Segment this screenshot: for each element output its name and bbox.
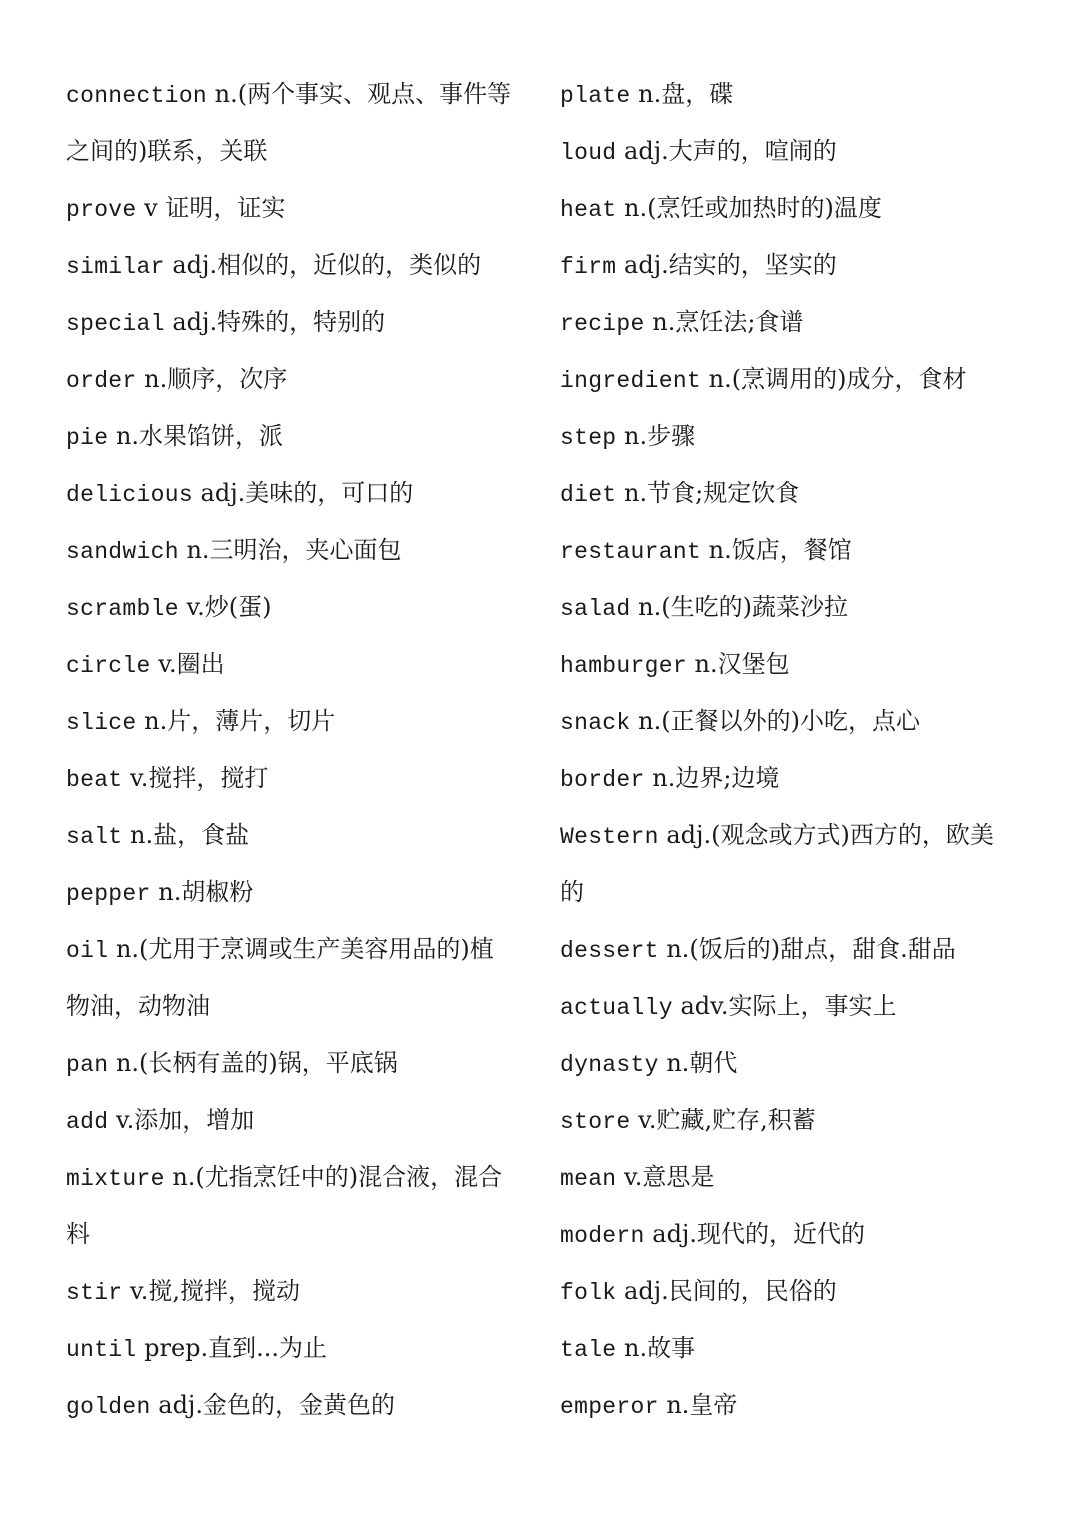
vocab-definition: adj.特殊的，特别的 [164, 308, 386, 336]
vocab-definition: n.节食;规定饮食 [616, 479, 800, 507]
vocab-definition: v.添加，增加 [108, 1106, 255, 1134]
vocab-definition: n.(正餐以外的)小吃，点心 [630, 707, 920, 735]
vocab-line [66, 978, 536, 1035]
vocab-definition: n.盘，碟 [630, 80, 734, 108]
vocab-definition: n.(长柄有盖的)锅，平底锅 [108, 1049, 398, 1077]
vocab-line [560, 1092, 1030, 1149]
vocab-definition: v 证明，证实 [136, 194, 286, 222]
vocab-word: slice [66, 710, 137, 736]
vocab-definition: n.饭店，餐馆 [701, 536, 852, 564]
vocab-definition: adj.美味的，可口的 [192, 479, 414, 507]
vocab-word: emperor [560, 1394, 659, 1420]
vocab-line [66, 1263, 536, 1320]
vocab-word: sandwich [66, 539, 179, 565]
vocab-word: connection [66, 83, 208, 109]
vocab-word: special [66, 311, 165, 337]
vocab-definition: 的 [560, 878, 584, 906]
vocab-line [560, 66, 1030, 123]
vocab-definition: n.汉堡包 [686, 650, 790, 678]
vocab-definition: v.炒(蛋) [178, 593, 272, 621]
vocab-line [560, 807, 1030, 864]
vocab-word: stir [66, 1280, 123, 1306]
vocab-definition: adj.结实的，坚实的 [616, 251, 837, 279]
vocab-line [560, 978, 1030, 1035]
vocab-line [66, 294, 536, 351]
vocab-line [66, 921, 536, 978]
vocab-word: pepper [66, 881, 151, 907]
vocab-line [560, 294, 1030, 351]
vocab-word: diet [560, 482, 617, 508]
vocab-word: beat [66, 767, 123, 793]
vocab-definition: n.故事 [616, 1334, 696, 1362]
vocab-word: plate [560, 83, 631, 109]
vocab-definition: n.盐，食盐 [122, 821, 250, 849]
vocab-line [66, 1206, 536, 1263]
vocab-line [560, 123, 1030, 180]
vocab-line [66, 1320, 536, 1377]
vocab-line [560, 1206, 1030, 1263]
vocab-definition: v.搅拌，搅打 [122, 764, 269, 792]
vocab-word: Western [560, 824, 659, 850]
vocab-line [66, 1092, 536, 1149]
vocab-line [560, 1149, 1030, 1206]
vocabulary-column-right [560, 66, 1030, 1434]
vocab-definition: n.顺序，次序 [136, 365, 288, 393]
vocab-word: add [66, 1109, 109, 1135]
vocab-word: mean [560, 1166, 617, 1192]
vocab-line [66, 237, 536, 294]
vocab-definition: n.三明治，夹心面包 [178, 536, 402, 564]
vocab-line [66, 636, 536, 693]
vocab-line [66, 864, 536, 921]
vocab-definition: n.(尤指烹饪中的)混合液，混合 [164, 1163, 503, 1191]
vocab-line [66, 807, 536, 864]
vocab-word: pan [66, 1052, 109, 1078]
vocab-line [560, 750, 1030, 807]
vocab-line [560, 1035, 1030, 1092]
vocab-word: mixture [66, 1166, 165, 1192]
vocab-definition: 物油，动物油 [66, 992, 210, 1020]
vocab-word: recipe [560, 311, 645, 337]
vocab-word: salad [560, 596, 631, 622]
vocab-definition: adj.民间的，民俗的 [616, 1277, 837, 1305]
vocab-definition: n.边界;边境 [644, 764, 780, 792]
vocab-line [560, 522, 1030, 579]
vocab-definition: adj.(观念或方式)西方的，欧美 [658, 821, 994, 849]
vocab-word: actually [560, 995, 673, 1021]
vocab-definition: n.(烹调用的)成分，食材 [701, 365, 967, 393]
vocab-line [560, 408, 1030, 465]
vocab-definition: n.(烹饪或加热时的)温度 [616, 194, 882, 222]
vocab-word: pie [66, 425, 109, 451]
vocab-word: prove [66, 197, 137, 223]
vocab-line [560, 351, 1030, 408]
vocab-line [66, 750, 536, 807]
vocab-word: ingredient [560, 368, 702, 394]
vocab-definition: adj.金色的，金黄色的 [150, 1391, 395, 1419]
vocab-word: similar [66, 254, 165, 280]
vocab-line [560, 579, 1030, 636]
vocab-line [66, 66, 536, 123]
vocab-line [66, 522, 536, 579]
vocab-word: circle [66, 653, 151, 679]
vocab-word: dessert [560, 938, 659, 964]
vocab-definition: 料 [66, 1220, 90, 1248]
vocab-definition: n.(两个事实、观点、事件等 [207, 80, 512, 108]
vocab-definition: n.烹饪法;食谱 [644, 308, 804, 336]
vocab-word: hamburger [560, 653, 687, 679]
vocab-definition: prep.直到...为止 [136, 1334, 328, 1362]
vocab-line [560, 864, 1030, 921]
vocab-definition: n.水果馅饼，派 [108, 422, 284, 450]
vocab-definition: n.片，薄片，切片 [136, 707, 336, 735]
vocab-word: golden [66, 1394, 151, 1420]
vocab-line [560, 1320, 1030, 1377]
vocab-definition: adv.实际上，事实上 [672, 992, 897, 1020]
vocab-definition: adj.现代的，近代的 [644, 1220, 865, 1248]
vocab-definition: n.朝代 [658, 1049, 738, 1077]
vocab-line [560, 636, 1030, 693]
vocab-word: scramble [66, 596, 179, 622]
vocab-line [560, 1377, 1030, 1434]
vocab-definition: n.(尤用于烹调或生产美容用品的)植 [108, 935, 494, 963]
vocab-line [560, 465, 1030, 522]
vocab-word: snack [560, 710, 631, 736]
vocab-definition: v.搅,搅拌，搅动 [122, 1277, 301, 1305]
vocab-line [66, 1149, 536, 1206]
vocab-word: heat [560, 197, 617, 223]
vocab-word: until [66, 1337, 137, 1363]
vocab-line [66, 408, 536, 465]
vocab-word: loud [560, 140, 617, 166]
vocab-line [66, 579, 536, 636]
vocab-definition: n.(饭后的)甜点，甜食.甜品 [658, 935, 956, 963]
vocab-word: firm [560, 254, 617, 280]
vocab-line [560, 237, 1030, 294]
vocab-definition: v.意思是 [616, 1163, 715, 1191]
vocab-line [66, 123, 536, 180]
vocab-line [66, 465, 536, 522]
vocab-word: oil [66, 938, 109, 964]
vocab-definition: n.皇帝 [658, 1391, 738, 1419]
vocab-word: order [66, 368, 137, 394]
vocab-line [66, 1377, 536, 1434]
vocab-word: store [560, 1109, 631, 1135]
vocab-line [560, 693, 1030, 750]
vocab-definition: v.圈出 [150, 650, 225, 678]
vocab-word: border [560, 767, 645, 793]
vocab-definition: 之间的)联系，关联 [66, 137, 268, 165]
vocab-definition: n.步骤 [616, 422, 696, 450]
vocab-line [66, 351, 536, 408]
vocab-word: delicious [66, 482, 193, 508]
vocab-definition: v.贮藏,贮存,积蓄 [630, 1106, 816, 1134]
vocab-line [66, 1035, 536, 1092]
vocab-line [66, 693, 536, 750]
vocab-word: restaurant [560, 539, 702, 565]
vocab-word: salt [66, 824, 123, 850]
vocab-definition: n.(生吃的)蔬菜沙拉 [630, 593, 848, 621]
vocab-word: step [560, 425, 617, 451]
vocab-definition: adj.相似的，近似的，类似的 [164, 251, 482, 279]
vocab-definition: adj.大声的，喧闹的 [616, 137, 837, 165]
vocab-line [560, 180, 1030, 237]
vocab-word: modern [560, 1223, 645, 1249]
vocab-line [560, 921, 1030, 978]
vocab-word: folk [560, 1280, 617, 1306]
vocab-definition: n.胡椒粉 [150, 878, 254, 906]
vocab-line [560, 1263, 1030, 1320]
vocab-line [66, 180, 536, 237]
vocabulary-column-left [66, 66, 536, 1434]
vocab-word: tale [560, 1337, 617, 1363]
vocab-word: dynasty [560, 1052, 659, 1078]
